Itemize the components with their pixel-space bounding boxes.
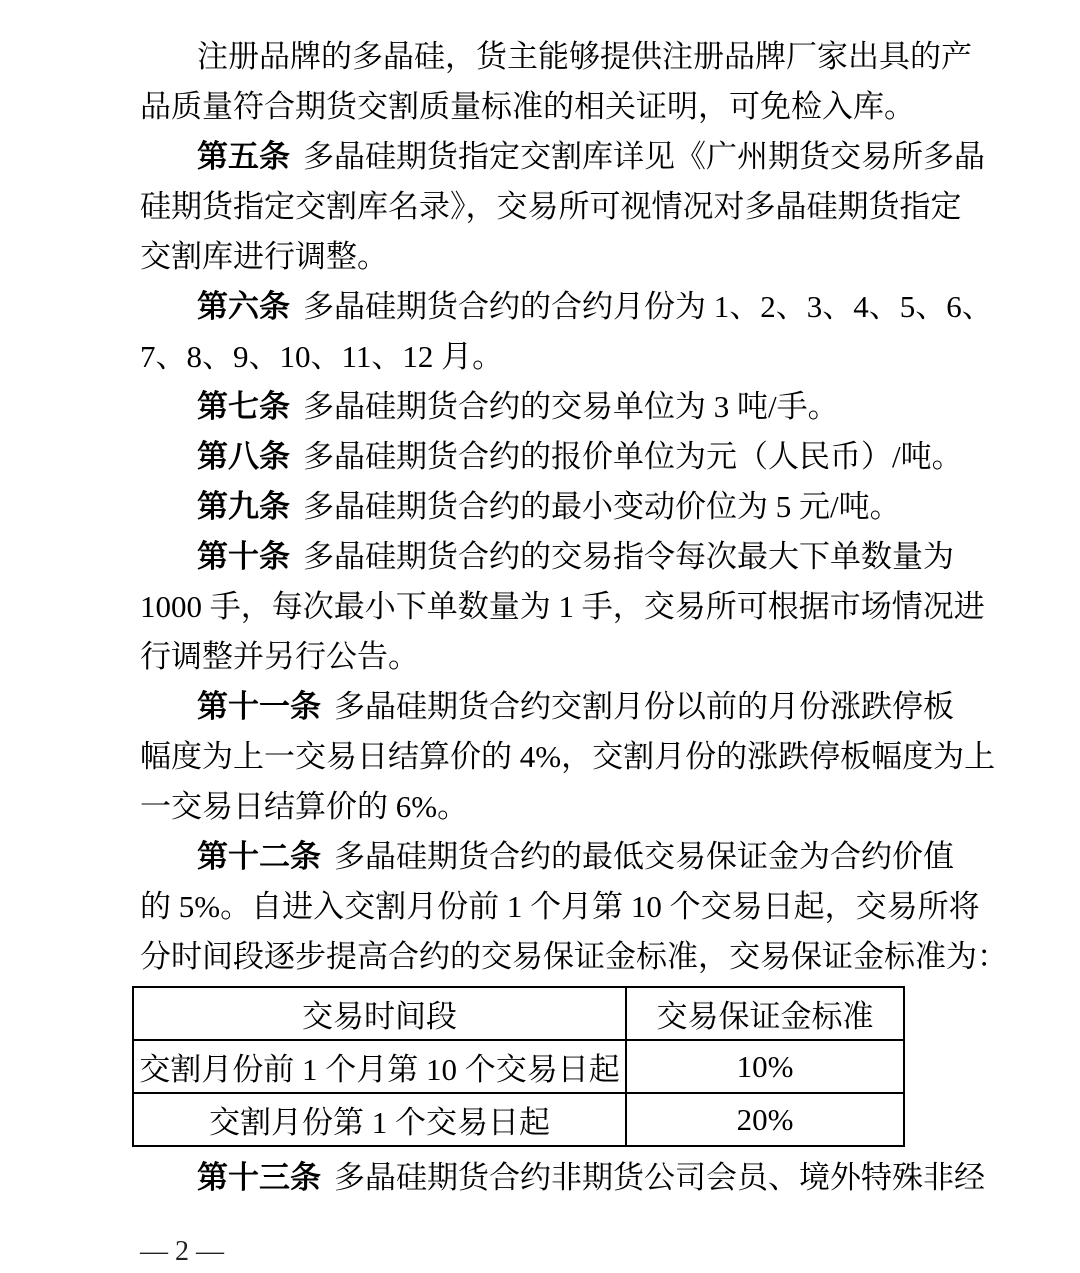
line-text: 多晶硅期货合约的合约月份为 1、2、3、4、5、6、 [303,289,993,324]
text-line [140,182,962,232]
text-line [140,782,935,832]
line-text: 多晶硅期货合约的最低交易保证金为合约价值 [334,839,954,874]
line-text: 幅度为上一交易日结算价的 4%，交割月份的涨跌停板幅度为上 [140,739,996,774]
table-header-row [133,987,904,1040]
table-cell-standard: 10% [626,1040,904,1093]
article-number: 第十二条 [197,839,321,874]
line-text: 多晶硅期货合约的交易指令每次最大下单数量为 [303,539,954,574]
line-text: 硅期货指定交割库名录》，交易所可视情况对多晶硅期货指定 [140,189,962,224]
article-number: 第十一条 [197,689,321,724]
text-line [140,32,972,82]
table-header-period: 交易时间段 [133,987,626,1040]
page-number: — 2 — [140,1236,224,1267]
article-number: 第六条 [197,289,290,324]
document-page [139,32,1008,1269]
line-text: 1000 手，每次最小下单数量为 1 手，交易所可根据市场情况进 [140,589,985,624]
article-number: 第十条 [197,539,290,574]
line-text: 多晶硅期货合约非期货公司会员、境外特殊非经 [334,1160,985,1195]
article-number: 第五条 [197,139,290,174]
line-text: 的 5%。自进入交割月份前 1 个月第 10 个交易日起，交易所将 [140,889,980,924]
text-line [140,932,1008,982]
text-line [140,882,980,932]
text-line [140,282,993,332]
line-text: 品质量符合期货交割质量标准的相关证明，可免检入库。 [140,89,915,124]
text-line [140,82,935,132]
table-row [133,1093,904,1146]
text-line [140,432,963,482]
text-line [140,132,985,182]
margin-table [132,986,905,1147]
text-line [140,532,954,582]
text-line [140,582,985,632]
table-cell-standard: 20% [626,1093,904,1146]
line-text: 多晶硅期货合约交割月份以前的月份涨跌停板 [334,689,954,724]
text-line [140,1153,985,1203]
article-number: 第七条 [197,389,290,424]
line-text: 行调整并另行公告。 [140,639,419,674]
text-line [140,732,996,782]
table-row [133,1040,904,1093]
article-number: 第九条 [197,489,290,524]
text-line [140,382,935,432]
line-text: 多晶硅期货合约的报价单位为元（人民币）/吨。 [303,439,963,474]
text-line [140,682,954,732]
line-text: 分时间段逐步提高合约的交易保证金标准，交易保证金标准为： [140,939,1008,974]
table-cell-period: 交割月份前 1 个月第 10 个交易日起 [133,1040,626,1093]
line-text: 交割库进行调整。 [140,239,388,274]
text-line [140,632,935,682]
line-text: 一交易日结算价的 6%。 [140,789,469,824]
text-line [140,232,935,282]
line-text: 多晶硅期货合约的交易单位为 3 吨/手。 [303,389,839,424]
text-line [140,332,935,382]
line-text: 多晶硅期货合约的最小变动价位为 5 元/吨。 [303,489,901,524]
line-text: 多晶硅期货指定交割库详见《广州期货交易所多晶 [303,139,985,174]
table-cell-period: 交割月份第 1 个交易日起 [133,1093,626,1146]
text-line [140,482,935,532]
line-text: 7、8、9、10、11、12 月。 [140,339,504,374]
text-line [140,832,954,882]
line-text: 注册品牌的多晶硅，货主能够提供注册品牌厂家出具的产 [197,39,972,74]
article-number: 第八条 [197,439,290,474]
table-header-standard: 交易保证金标准 [626,987,904,1040]
article-number: 第十三条 [197,1160,321,1195]
